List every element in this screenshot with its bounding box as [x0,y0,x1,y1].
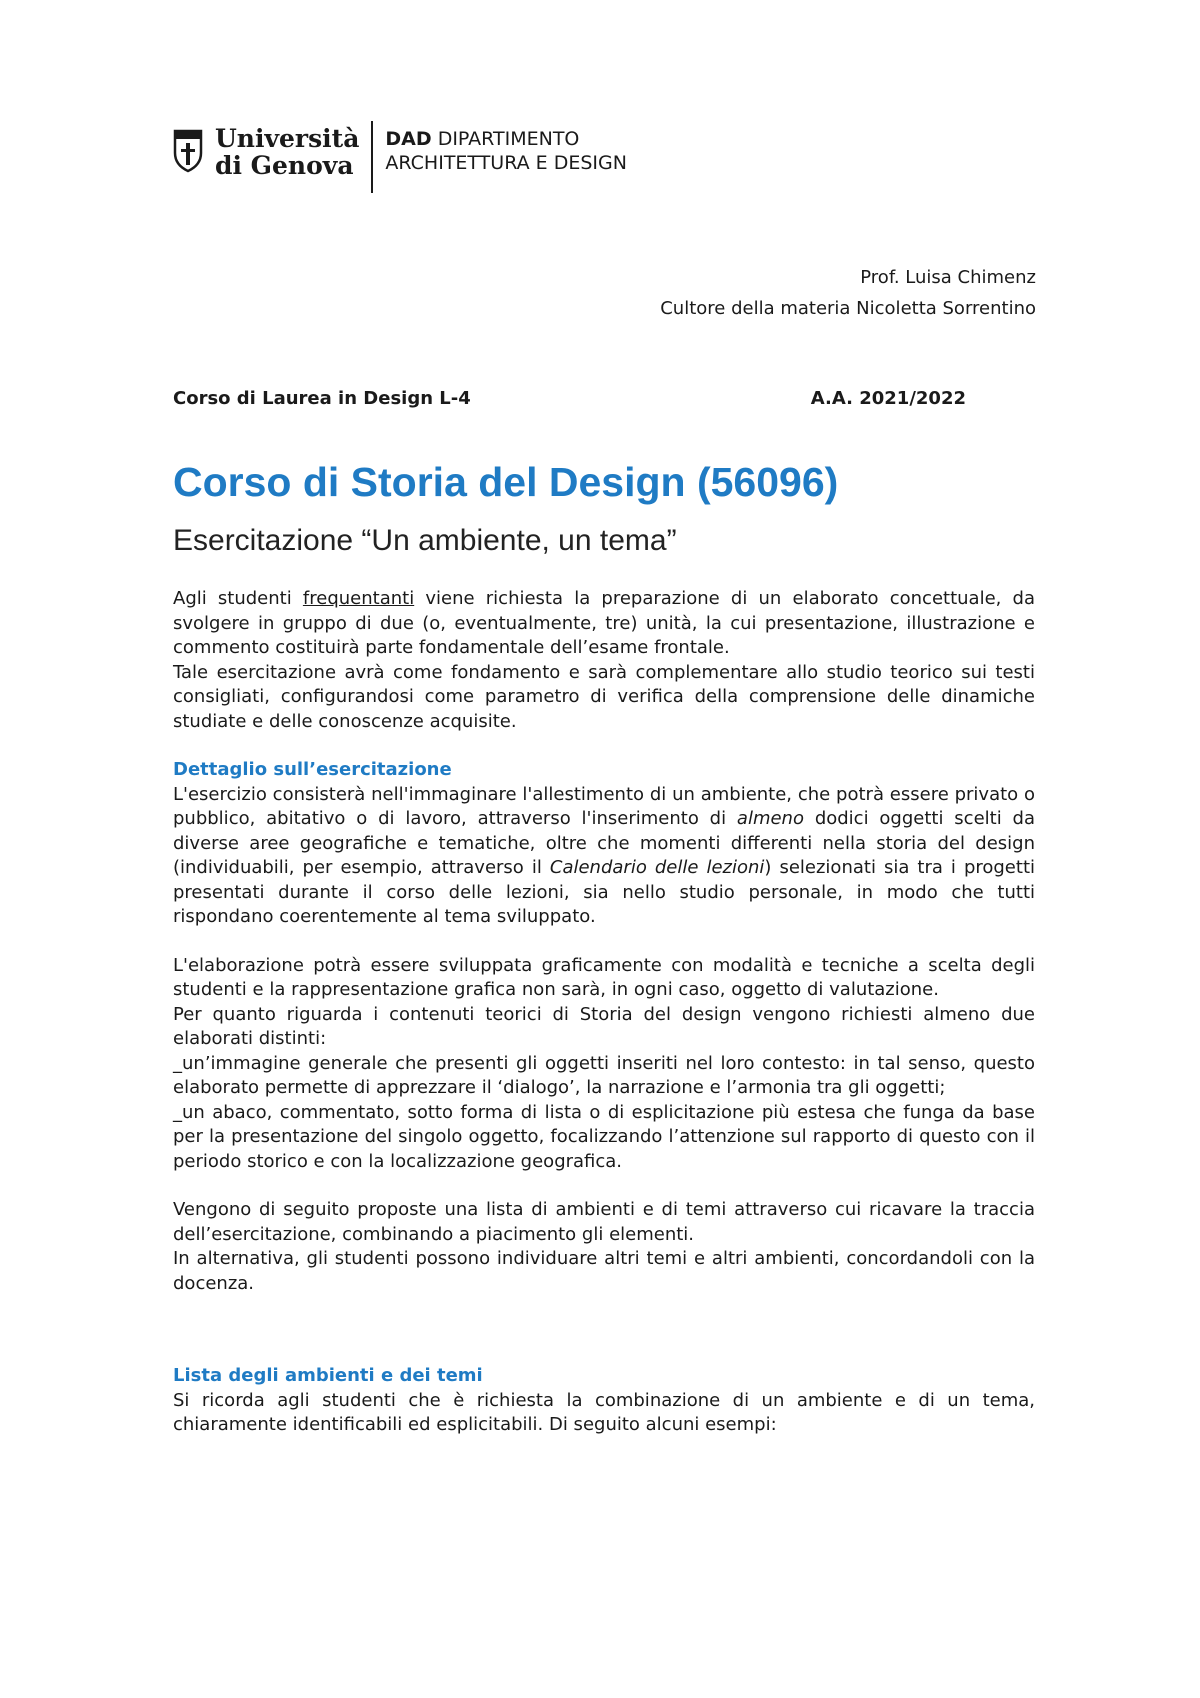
department-line1: DIPARTIMENTO [437,128,580,150]
details-paragraph-1: L'esercizio consisterà nell'immaginare l'allestimento di un ambiente, che potrà essere privato o pubblico, abitativo o di lavoro, attraverso l'inserimento di almeno dodici oggetti scelti da diverse aree geografiche e tematiche, oltre che momenti differenti nella storia del design (individuabili, per esempio, attraverso il Calendario delle lezioni) selezionati sia tra i progetti presentati durante il corso delle lezioni, sia nello studio personale, in modo che tutti rispondano coerentemente al tema sviluppato. [173,783,1035,927]
details-section [173,758,1035,1296]
page-title: Corso di Storia del Design (56096) [173,459,839,505]
university-name [215,125,359,179]
university-name-line2: di Genova [215,151,354,180]
details-paragraph-2: L'elaborazione potrà essere sviluppata graficamente con modalità e tecniche a scelta degli studenti e la rappresentazione grafica non sarà, in ogni caso, oggetto di valutazione. [173,954,1035,1000]
department-name [385,127,627,175]
university-crest-icon [173,129,203,173]
degree-course: Corso di Laurea in Design L-4 [173,388,471,409]
page-subtitle: Esercitazione “Un ambiente, un tema” [173,524,677,557]
intro-paragraph-1: Agli studenti frequentanti viene richiesta la preparazione di un elaborato concettuale, da svolgere in gruppo di due (o, eventualmente, tre) unità, la cui presentazione, illustrazione e commento costituirà parte fondamentale dell’esame frontale. [173,588,1035,658]
details-paragraph-4: _un’immagine generale che presenti gli oggetti inseriti nel loro contesto: in tal senso, questo elaborato permette di apprezzare il ‘dialogo’, la narrazione e l’armonia tra gli oggetti; [173,1052,1035,1098]
list-paragraph-1: Si ricorda agli studenti che è richiesta la combinazione di un ambiente e di un tema, chiaramente identificabili ed esplicitabili. Di seguito alcuni esempi: [173,1389,1035,1435]
university-name-line1: Università [215,124,360,153]
course-info-line [173,388,966,409]
details-paragraph-7: In alternativa, gli studenti possono individuare altri temi e altri ambienti, concordandoli con la docenza. [173,1248,1035,1294]
list-section [173,1364,1035,1438]
intro-paragraph-2: Tale esercitazione avrà come fondamento e sarà complementare allo studio teorico sui testi consigliati, configurandosi come parametro di verifica della comprensione delle dinamiche studiate e delle conoscenze acquisite. [173,661,1035,732]
department-line2: ARCHITETTURA E DESIGN [385,152,627,174]
department-acronym: DAD [385,128,432,150]
details-paragraph-5: _un abaco, commentato, sotto forma di lista o di esplicitazione più estesa che funga da base per la presentazione del singolo oggetto, focalizzando l’attenzione sul rapporto di questo con il periodo storico e con la localizzazione geografica. [173,1101,1035,1172]
university-logo [173,125,627,195]
underlined-word: frequentanti [302,588,415,609]
details-paragraph-6: Vengono di seguito proposte una lista di ambienti e di temi attraverso cui ricavare la traccia dell’esercitazione, combinando a piacimento gli elementi. [173,1199,1035,1245]
assistant-name: Cultore della materia Nicoletta Sorrentino [660,298,1036,319]
academic-year: A.A. 2021/2022 [810,388,966,409]
details-paragraph-3: Per quanto riguarda i contenuti teorici di Storia del design vengono richiesti almeno due elaborati distinti: [173,1003,1035,1049]
logo-divider [371,121,373,193]
professor-name: Prof. Luisa Chimenz [860,267,1036,288]
intro-section [173,587,1035,734]
teachers-block [660,262,1036,324]
details-heading: Dettaglio sull’esercitazione [173,759,452,780]
list-heading: Lista degli ambienti e dei temi [173,1365,483,1386]
